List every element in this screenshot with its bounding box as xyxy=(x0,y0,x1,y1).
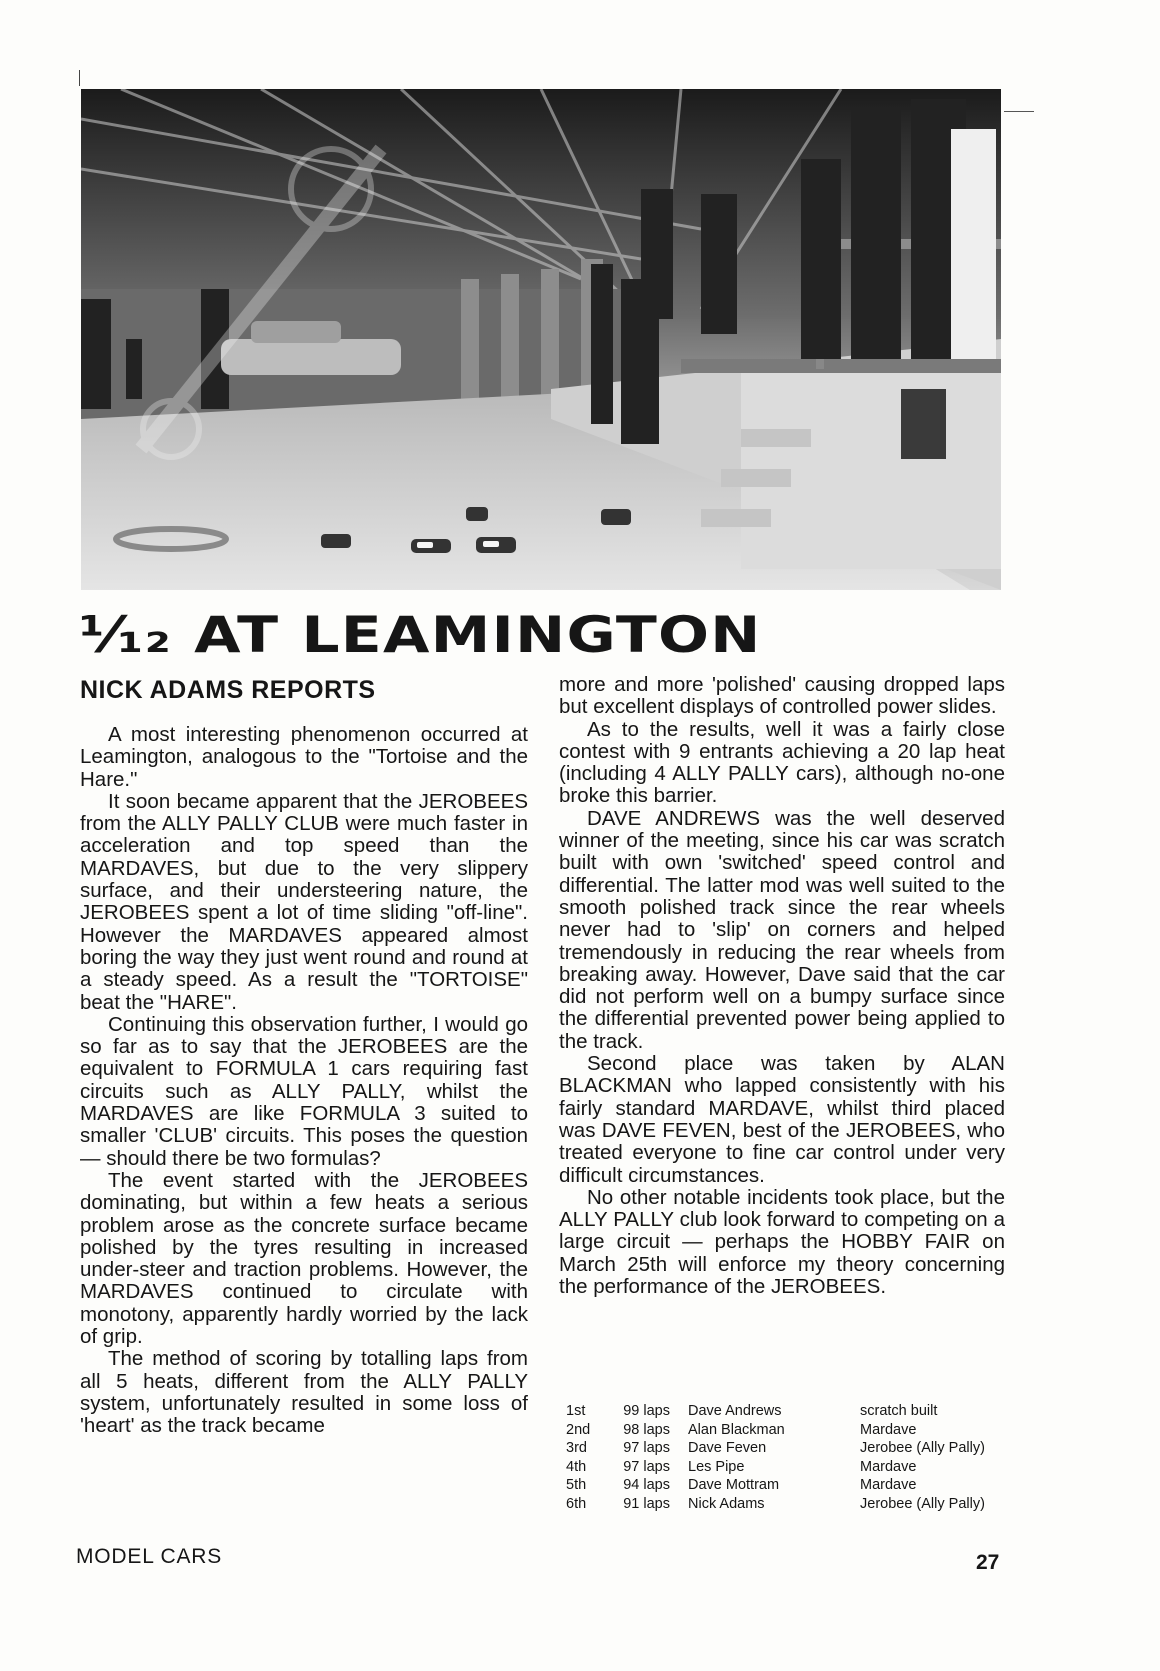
paragraph: As to the results, well it was a fairly close contest with 9 entrants achieving a 20 lap heat (including 4 ALLY PALLY cars), although no-one broke this barrier. xyxy=(559,717,1005,808)
result-car: Jerobee (Ally Pally) xyxy=(860,1495,985,1512)
article-column-right xyxy=(559,674,1005,1298)
magazine-name: MODEL CARS xyxy=(76,1545,223,1568)
result-laps: 94 laps xyxy=(623,1477,670,1493)
result-position: 6th xyxy=(566,1495,587,1512)
paragraph: more and more 'polished' causing dropped laps but excellent displays of controlled power slides. xyxy=(559,673,1005,719)
paragraph: The event started with the JEROBEES dominating, but within a few heats a serious problem arose as the concrete surface became polished by the tyres resulting in increased under-steer and traction problems. However, the MARDAVES continued to circulate with monotony, apparently hardly worried by the lack of grip. xyxy=(80,1168,528,1349)
result-laps: 98 laps xyxy=(623,1421,670,1438)
result-position: 1st xyxy=(566,1403,586,1419)
result-car: scratch built xyxy=(860,1403,938,1419)
table-row xyxy=(566,1421,1006,1440)
result-driver: Dave Feven xyxy=(688,1440,767,1456)
paragraph: No other notable incidents took place, but the ALLY PALLY club look forward to competing on a large circuit — perhaps the HOBBY FAIR on March 25th will enforce my theory concerning the performance of the JEROBEES. xyxy=(559,1185,1005,1299)
paragraph: A most interesting phenomenon occurred at Leamington, analogous to the "Tortoise and the Hare." xyxy=(80,723,528,791)
result-laps: 91 laps xyxy=(623,1495,670,1512)
result-car: Mardave xyxy=(860,1458,917,1475)
result-driver: Dave Andrews xyxy=(688,1403,782,1419)
paragraph: DAVE ANDREWS was the well deserved winner of the meeting, since his car was scratch built with own 'switched' speed control and differential. The latter mod was well suited to the smooth polished track since the rear wheels never had to 'slip' on corners and helped tremendously in reducing the rear wheels from breaking away. However, Dave said that the car did not perform well on a bumpy surface since the differential prevented power being applied to the track. xyxy=(559,806,1005,1053)
headline: ⅟₁₂ AT LEAMINGTON xyxy=(79,606,762,664)
result-position: 3rd xyxy=(566,1440,587,1456)
result-laps: 97 laps xyxy=(623,1440,670,1456)
paragraph: It soon became apparent that the JEROBEES from the ALLY PALLY CLUB were much faster in acceleration and top speed than the MARDAVES, but due to the very slippery surface, and their understeering nature, the JEROBEES spent a lot of time sliding "off-line". However the MARDAVES appeared almost boring the way they just went round and round at a steady speed. As a result the "TORTOISE" beat the "HARE". xyxy=(80,789,528,1014)
result-position: 5th xyxy=(566,1477,587,1493)
result-car: Mardave xyxy=(860,1477,917,1493)
result-driver: Les Pipe xyxy=(688,1458,745,1475)
byline: NICK ADAMS REPORTS xyxy=(80,676,376,704)
article-column-left xyxy=(80,724,528,1438)
result-laps: 97 laps xyxy=(623,1458,670,1475)
page-number: 27 xyxy=(976,1551,1000,1574)
paragraph: Continuing this observation further, I would go so far as to say that the JEROBEES are the equivalent to FORMULA 1 cars requiring fast circuits such as ALLY PALLY, whilst the MARDAVES are like FORMULA 3 suited to smaller 'CLUB' circuits. This poses the question — should there be two formulas? xyxy=(80,1012,528,1170)
table-row xyxy=(566,1439,1006,1458)
result-position: 2nd xyxy=(566,1421,591,1438)
result-car: Jerobee (Ally Pally) xyxy=(860,1440,985,1456)
table-row xyxy=(566,1495,1006,1514)
result-laps: 99 laps xyxy=(623,1403,670,1419)
results-table xyxy=(566,1402,1006,1513)
paragraph: The method of scoring by totalling laps from all 5 heats, different from the ALLY PALLY system, unfortunately resulted in some loss of 'heart' as the track became xyxy=(80,1347,528,1438)
result-driver: Alan Blackman xyxy=(688,1421,785,1438)
result-driver: Nick Adams xyxy=(688,1495,765,1512)
margin-mark xyxy=(79,70,80,86)
result-driver: Dave Mottram xyxy=(688,1477,780,1493)
table-row xyxy=(566,1476,1006,1495)
table-row xyxy=(566,1402,1006,1421)
paragraph: Second place was taken by ALAN BLACKMAN who lapped consistently with his fairly standard MARDAVE, whilst third placed was DAVE FEVEN, best of the JEROBEES, who treated everyone to fine car control under very difficult circumstances. xyxy=(559,1052,1005,1187)
edge-line xyxy=(1004,111,1034,112)
result-car: Mardave xyxy=(860,1421,917,1438)
race-photo xyxy=(81,89,1001,590)
race-photo-illustration xyxy=(81,89,1001,590)
table-row xyxy=(566,1458,1006,1477)
result-position: 4th xyxy=(566,1458,587,1475)
